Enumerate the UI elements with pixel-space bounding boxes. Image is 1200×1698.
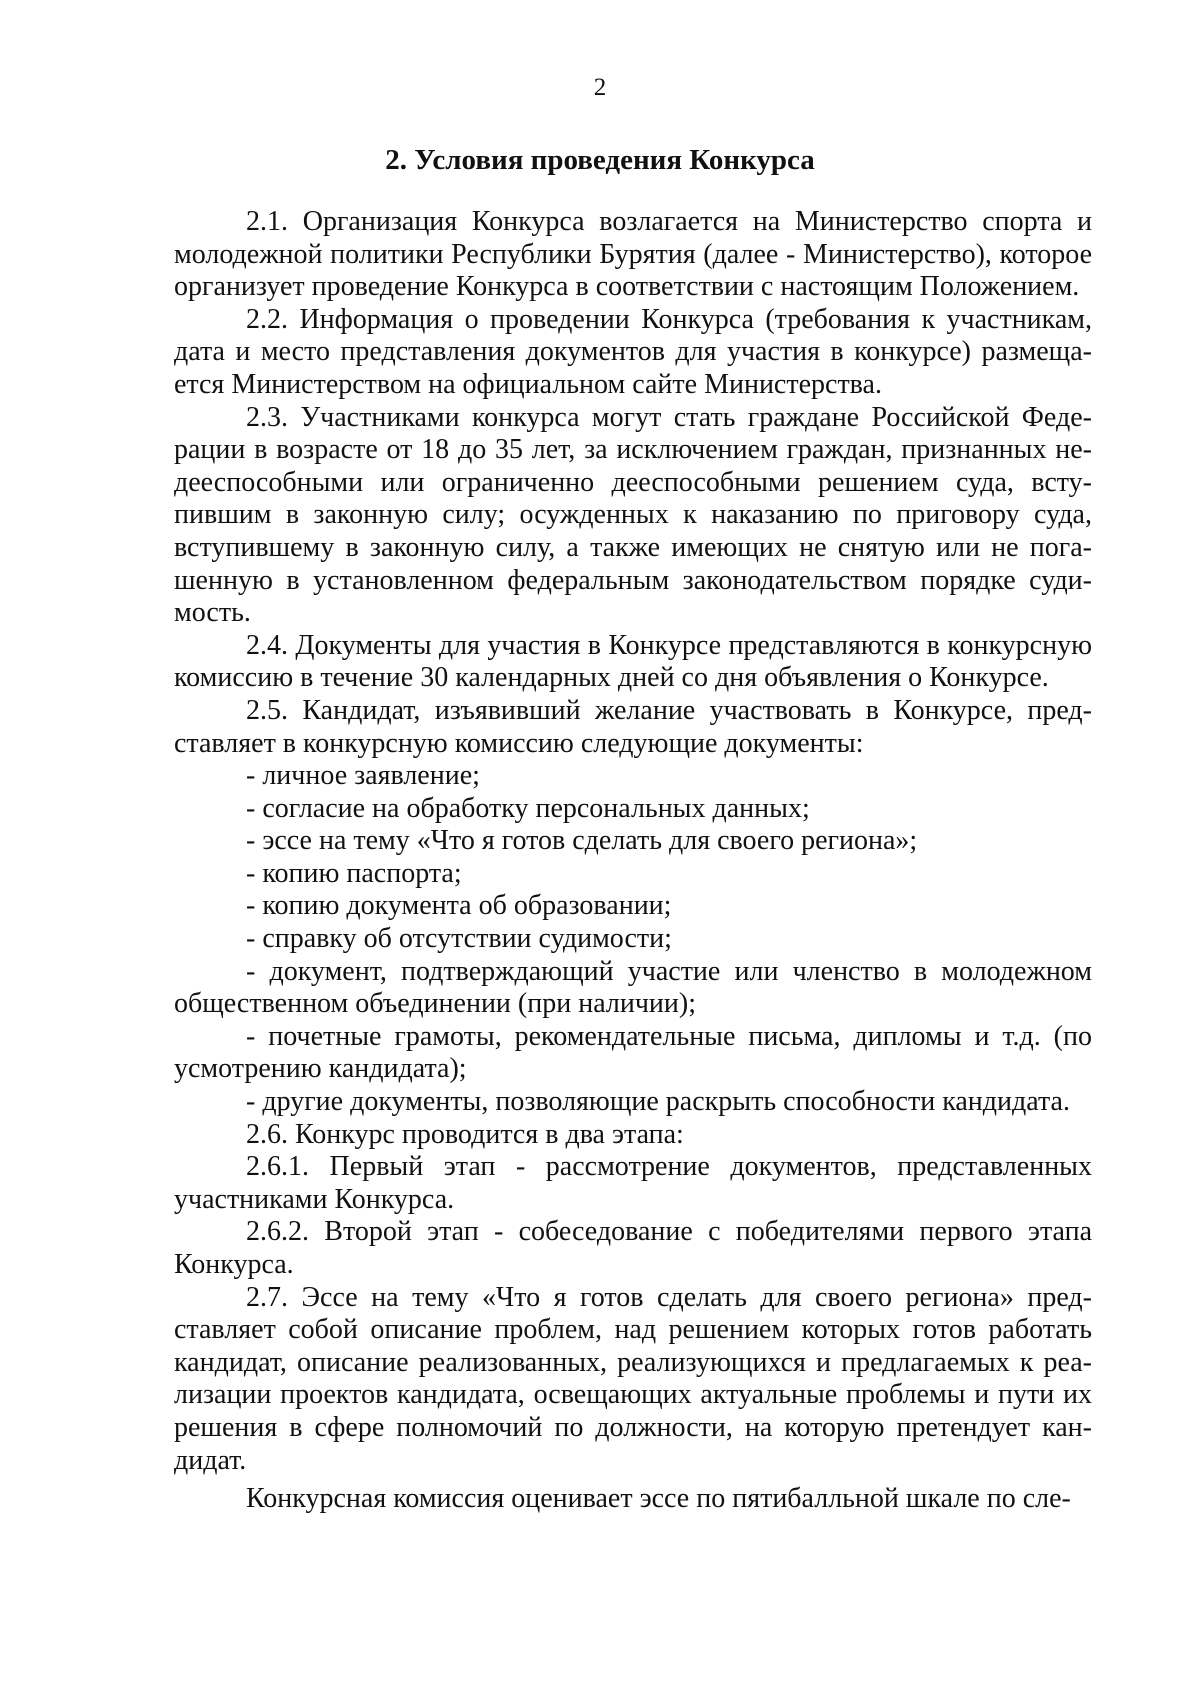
document-body	[174, 206, 1092, 1516]
paragraph-2-2: 2.2. Информация о проведении Конкурса (требования к участникам, дата и место представления документов для участия в конкурсе) размещается Министерством на официальном сайте Министерства.	[174, 303, 1092, 400]
list-item-awards: - почетные грамоты, рекомендательные письма, дипломы и т.д. (по усмотрению кандидата);	[174, 1020, 1092, 1085]
paragraph-2-6: 2.6. Конкурс проводится в два этапа:	[246, 1118, 684, 1150]
list-item-membership: - документ, подтверждающий участие или членство в молодежном общественном объединении (при наличии);	[174, 955, 1092, 1020]
list-item-application: - личное заявление;	[246, 760, 480, 792]
paragraph-evaluation: Конкурсная комиссия оценивает эссе по пятибалльной шкале по сле-	[246, 1483, 1071, 1515]
list-item-essay: - эссе на тему «Что я готов сделать для своего региона»;	[246, 825, 918, 857]
list-item-other-documents: - другие документы, позволяющие раскрыть способности кандидата.	[246, 1086, 1070, 1118]
paragraph-2-6-1: 2.6.1. Первый этап - рассмотрение документов, представленных участниками Конкурса.	[174, 1151, 1092, 1215]
paragraph-2-7: 2.7. Эссе на тему «Что я готов сделать для своего региона» представляет собой описание проблем, над решением которых готов работать кандидат, описание реализованных, реализующихся и предлагаемых к реализации проектов кандидата, освещающих актуальные проблемы и пути их решения в сфере полномочий по должности, на которую претендует кандидат.	[174, 1281, 1092, 1476]
paragraph-2-1: 2.1. Организация Конкурса возлагается на Министерство спорта и молодежной политики Республики Бурятия (далее - Министерство), которое организует проведение Конкурса в соответствии с настоящим Положением.	[174, 206, 1092, 303]
paragraph-2-3: 2.3. Участниками конкурса могут стать граждане Российской Федерации в возрасте от 18 до 35 лет, за исключением граждан, признанных недееспособными или ограниченно дееспособными решением суда, вступившим в законную силу; осужденных к наказанию по приговору суда, вступившему в законную силу, а также имеющих не снятую или не погашенную в установленном федеральным законодательством порядке судимость.	[174, 401, 1092, 629]
paragraph-2-5: 2.5. Кандидат, изъявивший желание участвовать в Конкурсе, представляет в конкурсную комиссию следующие документы:	[174, 694, 1092, 759]
section-title: 2. Условия проведения Конкурса	[385, 144, 815, 176]
paragraph-2-4: 2.4. Документы для участия в Конкурсе представляются в конкурсную комиссию в течение 30 календарных дней со дня объявления о Конкурсе.	[174, 629, 1092, 694]
list-item-passport: - копию паспорта;	[246, 857, 462, 889]
page-number: 2	[593, 74, 607, 101]
list-item-education: - копию документа об образовании;	[246, 890, 672, 922]
list-item-no-criminal-record: - справку об отсутствии судимости;	[246, 923, 672, 955]
list-item-consent: - согласие на обработку персональных данных;	[246, 792, 810, 824]
paragraph-2-6-2: 2.6.2. Второй этап - собеседование с победителями первого этапа Конкурса.	[174, 1216, 1092, 1280]
